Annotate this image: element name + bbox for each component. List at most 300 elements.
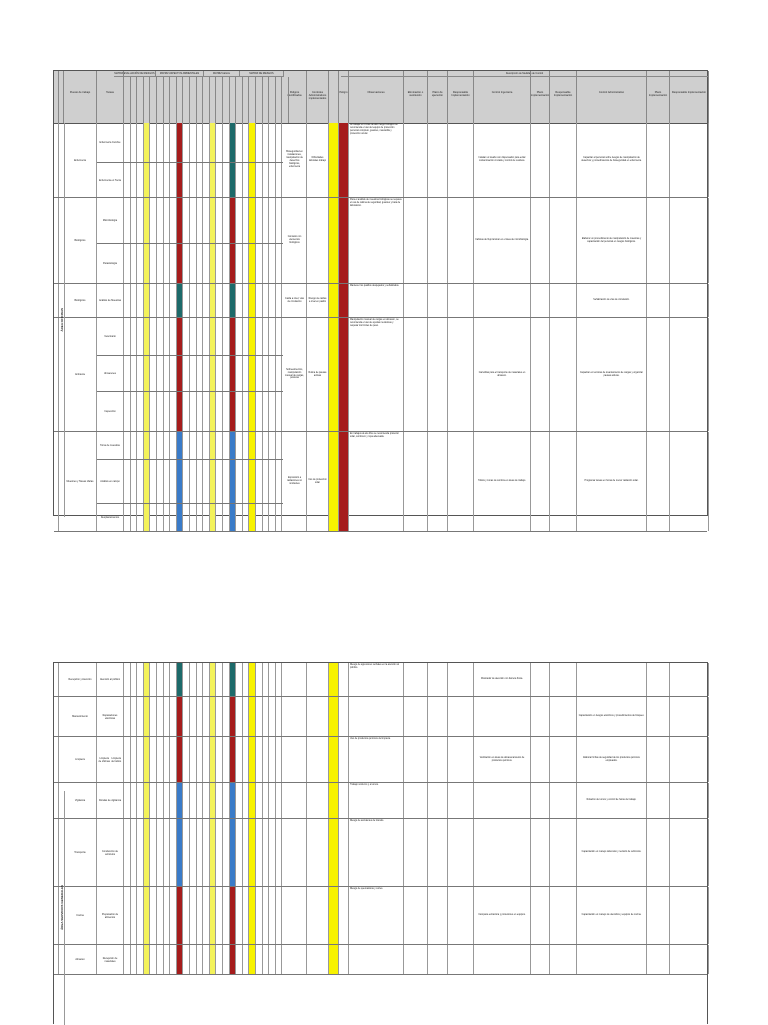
adm-cell <box>577 945 647 974</box>
observations-cell <box>349 284 404 317</box>
task-cell <box>97 737 124 782</box>
rating-cell <box>144 460 151 503</box>
rating-cell <box>223 460 230 503</box>
rating-cell <box>210 887 217 944</box>
resp-eng-cell <box>550 432 577 531</box>
rating-cell <box>177 123 184 162</box>
task-text: Microbiología <box>102 219 118 222</box>
rating-cell <box>197 783 204 818</box>
task-text: Desplazamientos <box>100 516 120 519</box>
rating-cell <box>170 392 177 431</box>
plazo-adm-cell <box>647 432 670 531</box>
rating-cell <box>197 460 204 503</box>
rating-cell <box>203 460 210 503</box>
header-rating-col <box>263 77 270 123</box>
rating-cell <box>164 460 171 503</box>
rating-cell <box>243 819 250 886</box>
plazo-eng-cell <box>531 123 550 197</box>
rating-cell <box>216 663 223 696</box>
observations-cell <box>349 737 404 782</box>
rating-cell <box>210 198 217 243</box>
admin-cell <box>307 432 329 531</box>
header-rating-col <box>177 77 184 123</box>
rating-cell <box>157 244 164 283</box>
rating-cell <box>144 697 151 736</box>
plazo-cell <box>428 123 448 197</box>
rating-cell <box>269 284 276 317</box>
task-subrow <box>97 504 283 532</box>
adm-cell-text: Capacitación en manejo defensivo y revisión de vehículos. <box>581 851 642 854</box>
rating-cell <box>230 737 237 782</box>
rating-cell <box>210 783 217 818</box>
rating-cell <box>230 432 237 459</box>
task-cell <box>97 663 124 696</box>
rating-cell <box>263 945 270 974</box>
peligro-cell <box>339 284 349 317</box>
rating-cell <box>183 356 190 391</box>
header-col-3: Tareas <box>97 71 124 123</box>
rating-cell <box>243 432 250 459</box>
rating-cell <box>249 123 256 162</box>
peligro-cell <box>339 783 349 818</box>
job-cell <box>64 737 97 782</box>
task-cell <box>97 697 124 736</box>
admin-cell <box>307 123 329 197</box>
rating-cell <box>216 783 223 818</box>
task-text: Rondas de vigilancia <box>98 799 122 802</box>
rating-cell <box>210 460 217 503</box>
rating-cell <box>269 504 276 531</box>
header-col-16: Plazo Implementación <box>647 71 670 123</box>
task-subrow <box>97 432 283 460</box>
rating-cell <box>197 284 204 317</box>
rating-cell <box>197 887 204 944</box>
plazo-adm-cell <box>647 318 670 431</box>
rating-cell <box>131 819 138 886</box>
task-text: Preparación de alimentos <box>101 912 119 919</box>
rating-cell <box>230 783 237 818</box>
job-cell <box>64 887 97 944</box>
rating-cell <box>256 392 263 431</box>
plazo-eng-cell <box>531 318 550 431</box>
header-rating-col <box>190 77 197 123</box>
status-cell <box>329 432 339 531</box>
resp-eng-cell <box>550 887 577 944</box>
table-row <box>54 737 707 783</box>
header-rating-col <box>236 77 243 123</box>
rating-cell <box>131 663 138 696</box>
rating-cell <box>216 198 223 243</box>
rating-cell <box>157 432 164 459</box>
rating-cell <box>177 945 184 974</box>
rating-cell <box>183 198 190 243</box>
rating-cell <box>131 945 138 974</box>
rating-cell <box>230 198 237 243</box>
elim-cell <box>404 318 428 431</box>
rating-cell <box>243 663 250 696</box>
rating-cell <box>190 123 197 162</box>
rating-cell <box>177 697 184 736</box>
status-cell <box>329 663 339 696</box>
rating-cell <box>124 945 131 974</box>
rating-cell <box>210 697 217 736</box>
elim-cell <box>404 945 428 974</box>
resp-cell <box>448 284 474 317</box>
rating-cell <box>183 123 190 162</box>
resp-adm-cell <box>670 432 709 531</box>
rating-cell <box>131 460 138 503</box>
rating-cell <box>236 244 243 283</box>
rating-cell <box>183 819 190 886</box>
rating-cell <box>124 663 131 696</box>
rating-cell <box>197 697 204 736</box>
status-cell <box>329 318 339 431</box>
rating-cell <box>263 198 270 243</box>
adm-cell-text: Señalización de vías de circulación. <box>593 299 630 302</box>
rating-cell <box>269 783 276 818</box>
plazo-cell <box>428 819 448 886</box>
peligro-cell <box>339 945 349 974</box>
rating-cell <box>210 392 217 431</box>
resp-eng-cell <box>550 123 577 197</box>
rating-cell <box>164 783 171 818</box>
rating-cell <box>144 318 151 355</box>
rating-cell <box>223 945 230 974</box>
rating-cell <box>269 356 276 391</box>
rating-cell <box>230 663 237 696</box>
eng-cell <box>474 123 531 197</box>
rating-cell <box>131 284 138 317</box>
task-text: Reparaciones eléctricas <box>102 713 118 720</box>
job-cell <box>64 697 97 736</box>
header-col-10: Plazo de ejecución <box>428 71 448 123</box>
eng-cell-text: Toldos y zonas de sombra en áreas de trabajo. <box>478 480 526 483</box>
rating-cell <box>263 663 270 696</box>
hazards-cell <box>283 697 307 736</box>
rating-cell <box>197 737 204 782</box>
rating-cell <box>150 392 157 431</box>
plazo-eng-cell <box>531 663 550 696</box>
plazo-eng-cell <box>531 284 550 317</box>
hazards-cell <box>283 318 307 431</box>
elim-cell <box>404 783 428 818</box>
rating-cell <box>263 318 270 355</box>
rating-cell <box>243 392 250 431</box>
header-rating-col <box>150 77 157 123</box>
plazo-cell <box>428 737 448 782</box>
rating-cell <box>276 123 283 162</box>
rating-cell <box>137 819 144 886</box>
rating-cell <box>256 356 263 391</box>
observations-cell-text: Riesgo de accidentes de tránsito. <box>350 820 384 822</box>
eng-cell-text: Ventilación en áreas de almacenamiento de productos químicos. <box>479 756 525 762</box>
rating-cell <box>256 318 263 355</box>
rating-cell <box>243 318 250 355</box>
rating-cell <box>164 504 171 531</box>
rating-cell <box>263 460 270 503</box>
rating-cell <box>190 284 197 317</box>
table-row <box>54 198 707 284</box>
plazo-cell <box>428 198 448 283</box>
job-cell-text: Almacén <box>75 958 85 961</box>
rating-cell <box>249 783 256 818</box>
rating-cell <box>256 198 263 243</box>
rating-cell <box>210 945 217 974</box>
elim-cell <box>404 198 428 283</box>
rating-cell <box>164 737 171 782</box>
plazo-cell <box>428 663 448 696</box>
rating-cell <box>183 697 190 736</box>
job-cell-text: Transporte <box>74 851 86 854</box>
task-subrow <box>97 460 283 504</box>
task-subrow <box>97 318 283 356</box>
elim-cell <box>404 123 428 197</box>
rating-cell <box>183 663 190 696</box>
rating-cell <box>236 783 243 818</box>
rating-cell <box>177 432 184 459</box>
hazards-cell <box>283 783 307 818</box>
header-rating-col <box>256 77 263 123</box>
task-text: Inspección <box>104 410 116 413</box>
observations-cell <box>349 318 404 431</box>
task-subrow <box>97 163 283 198</box>
plazo-cell <box>428 432 448 531</box>
area-label-1: ÁREA OFICINAS <box>59 123 65 517</box>
table-row <box>54 783 707 819</box>
rating-cell <box>157 945 164 974</box>
area-label-2: ÁREA SERVICIOS GENERALES <box>59 791 65 1025</box>
task-text: Almacenes <box>104 372 116 375</box>
rating-cell <box>197 198 204 243</box>
rating-cell <box>236 318 243 355</box>
rating-cell <box>269 198 276 243</box>
plazo-eng-cell <box>531 697 550 736</box>
rating-cell <box>190 663 197 696</box>
eng-cell <box>474 737 531 782</box>
peligro-cell <box>339 697 349 736</box>
rating-cell <box>197 123 204 162</box>
rating-cell <box>150 945 157 974</box>
rating-cell <box>243 198 250 243</box>
rating-cell <box>137 318 144 355</box>
rating-cell <box>137 504 144 531</box>
rating-cell <box>197 945 204 974</box>
task-text: Parasitología <box>103 262 117 265</box>
resp-adm-cell <box>670 697 709 736</box>
observations-cell <box>349 887 404 944</box>
job-cell-text: Muestreo y Tareas Varias <box>66 480 94 483</box>
observations-cell-text: Para el análisis de muestras biológicas se requiere el uso de cabina de seguridad, guantes y bata de laboratorio. <box>350 199 402 207</box>
rating-cell <box>256 284 263 317</box>
admin-cell <box>307 783 329 818</box>
rating-cell <box>256 697 263 736</box>
task-text: Conducción de vehículos <box>102 849 118 856</box>
rating-cell <box>164 945 171 974</box>
rating-cell <box>223 198 230 243</box>
rating-cell <box>216 284 223 317</box>
rating-cell <box>150 198 157 243</box>
rating-cell <box>150 504 157 531</box>
rating-cell <box>124 819 131 886</box>
header-rating-col <box>249 77 256 123</box>
rating-cell <box>223 504 230 531</box>
rating-cell <box>203 697 210 736</box>
task-cell <box>97 945 124 974</box>
rating-cell <box>137 737 144 782</box>
rating-cell <box>263 356 270 391</box>
rating-cell <box>263 163 270 197</box>
rating-cell <box>236 504 243 531</box>
eng-cell <box>474 198 531 283</box>
rating-cell <box>249 504 256 531</box>
rating-cell <box>276 392 283 431</box>
rating-cell <box>197 318 204 355</box>
rating-group <box>54 504 283 531</box>
status-cell <box>329 284 339 317</box>
rating-cell <box>197 356 204 391</box>
rating-cell <box>216 460 223 503</box>
rating-cell <box>263 737 270 782</box>
resp-cell <box>448 318 474 431</box>
header-col-8: Observaciones <box>349 71 404 123</box>
rating-cell <box>131 737 138 782</box>
rating-cell <box>263 123 270 162</box>
rating-cell <box>243 460 250 503</box>
rating-cell <box>236 945 243 974</box>
plazo-cell <box>428 697 448 736</box>
status-cell <box>329 783 339 818</box>
hazards-cell-text: Contacto con elementos biológicos <box>287 236 302 244</box>
table-row <box>54 945 707 975</box>
rating-cell <box>164 432 171 459</box>
rating-cell <box>190 432 197 459</box>
rating-cell <box>203 163 210 197</box>
hazards-cell <box>283 198 307 283</box>
table-row <box>54 697 707 737</box>
header-rating-col <box>131 77 138 123</box>
rating-cell <box>216 123 223 162</box>
observations-cell <box>349 123 404 197</box>
rating-cell <box>144 284 151 317</box>
rating-cell <box>276 737 283 782</box>
rating-cell <box>216 737 223 782</box>
header-rating-col <box>230 77 237 123</box>
rating-cell <box>249 284 256 317</box>
rating-cell <box>223 392 230 431</box>
rating-cell <box>203 504 210 531</box>
job-cell-text: Vigilancia <box>74 799 86 802</box>
rating-cell <box>177 284 184 317</box>
job-cell-text: Limpieza <box>75 758 85 761</box>
rating-cell <box>249 737 256 782</box>
rating-cell <box>197 432 204 459</box>
rating-cell <box>243 945 250 974</box>
rating-cell <box>223 356 230 391</box>
rating-cell <box>269 392 276 431</box>
eng-cell <box>474 783 531 818</box>
rating-cell <box>230 887 237 944</box>
admin-cell <box>307 284 329 317</box>
adm-cell <box>577 819 647 886</box>
eng-cell-text: Campana extractora y protectores en equipos. <box>478 914 526 917</box>
row-index <box>54 737 59 782</box>
rating-cell <box>276 504 283 531</box>
rating-cell <box>170 284 177 317</box>
rating-cell <box>243 737 250 782</box>
observations-cell-text: Mantener los pasillos despejados y señalizados. <box>350 285 400 287</box>
status-cell <box>329 697 339 736</box>
plazo-adm-cell <box>647 945 670 974</box>
plazo-adm-cell <box>647 737 670 782</box>
table-row <box>54 887 707 945</box>
rating-cell <box>203 819 210 886</box>
resp-adm-cell <box>670 284 709 317</box>
rating-cell <box>263 244 270 283</box>
rating-cell <box>137 198 144 243</box>
rating-cell <box>276 432 283 459</box>
rating-cell <box>177 663 184 696</box>
rating-cell <box>150 819 157 886</box>
resp-adm-cell <box>670 737 709 782</box>
admin-cell <box>307 663 329 696</box>
admin-cell <box>307 887 329 944</box>
header-col-11: Responsable Implementación <box>448 71 474 123</box>
rating-cell <box>157 392 164 431</box>
rating-cell <box>190 198 197 243</box>
rating-cell <box>249 318 256 355</box>
rating-cell <box>210 737 217 782</box>
rating-cell <box>183 887 190 944</box>
plazo-adm-cell <box>647 783 670 818</box>
spreadsheet-sheet-1 <box>53 70 708 519</box>
rating-group <box>54 198 283 243</box>
rating-cell <box>177 460 184 503</box>
rating-cell <box>269 244 276 283</box>
rating-cell <box>150 887 157 944</box>
rating-cell <box>216 356 223 391</box>
rating-cell <box>124 887 131 944</box>
rating-cell <box>263 697 270 736</box>
rating-cell <box>137 945 144 974</box>
peligro-cell <box>339 819 349 886</box>
rating-cell <box>131 163 138 197</box>
job-cell-text: Ambiente <box>74 373 86 376</box>
hazards-cell <box>283 737 307 782</box>
rating-cell <box>170 819 177 886</box>
rating-cell <box>144 819 151 886</box>
status-cell <box>329 945 339 974</box>
task-cell <box>97 819 124 886</box>
header-group-4: Descripción de Medidas de Control <box>341 71 709 77</box>
rating-cell <box>144 432 151 459</box>
task-text: Análisis de Muestras <box>98 299 122 302</box>
plazo-cell <box>428 783 448 818</box>
rating-cell <box>150 783 157 818</box>
task-subrow <box>97 284 283 318</box>
hazards-cell <box>283 663 307 696</box>
rating-cell <box>150 737 157 782</box>
rating-cell <box>124 198 131 243</box>
rating-cell <box>249 887 256 944</box>
table-row <box>54 663 707 697</box>
rating-cell <box>150 244 157 283</box>
rating-cell <box>137 244 144 283</box>
rating-cell <box>249 663 256 696</box>
rating-cell <box>269 460 276 503</box>
rating-cell <box>223 737 230 782</box>
rating-cell <box>249 460 256 503</box>
rating-cell <box>216 163 223 197</box>
